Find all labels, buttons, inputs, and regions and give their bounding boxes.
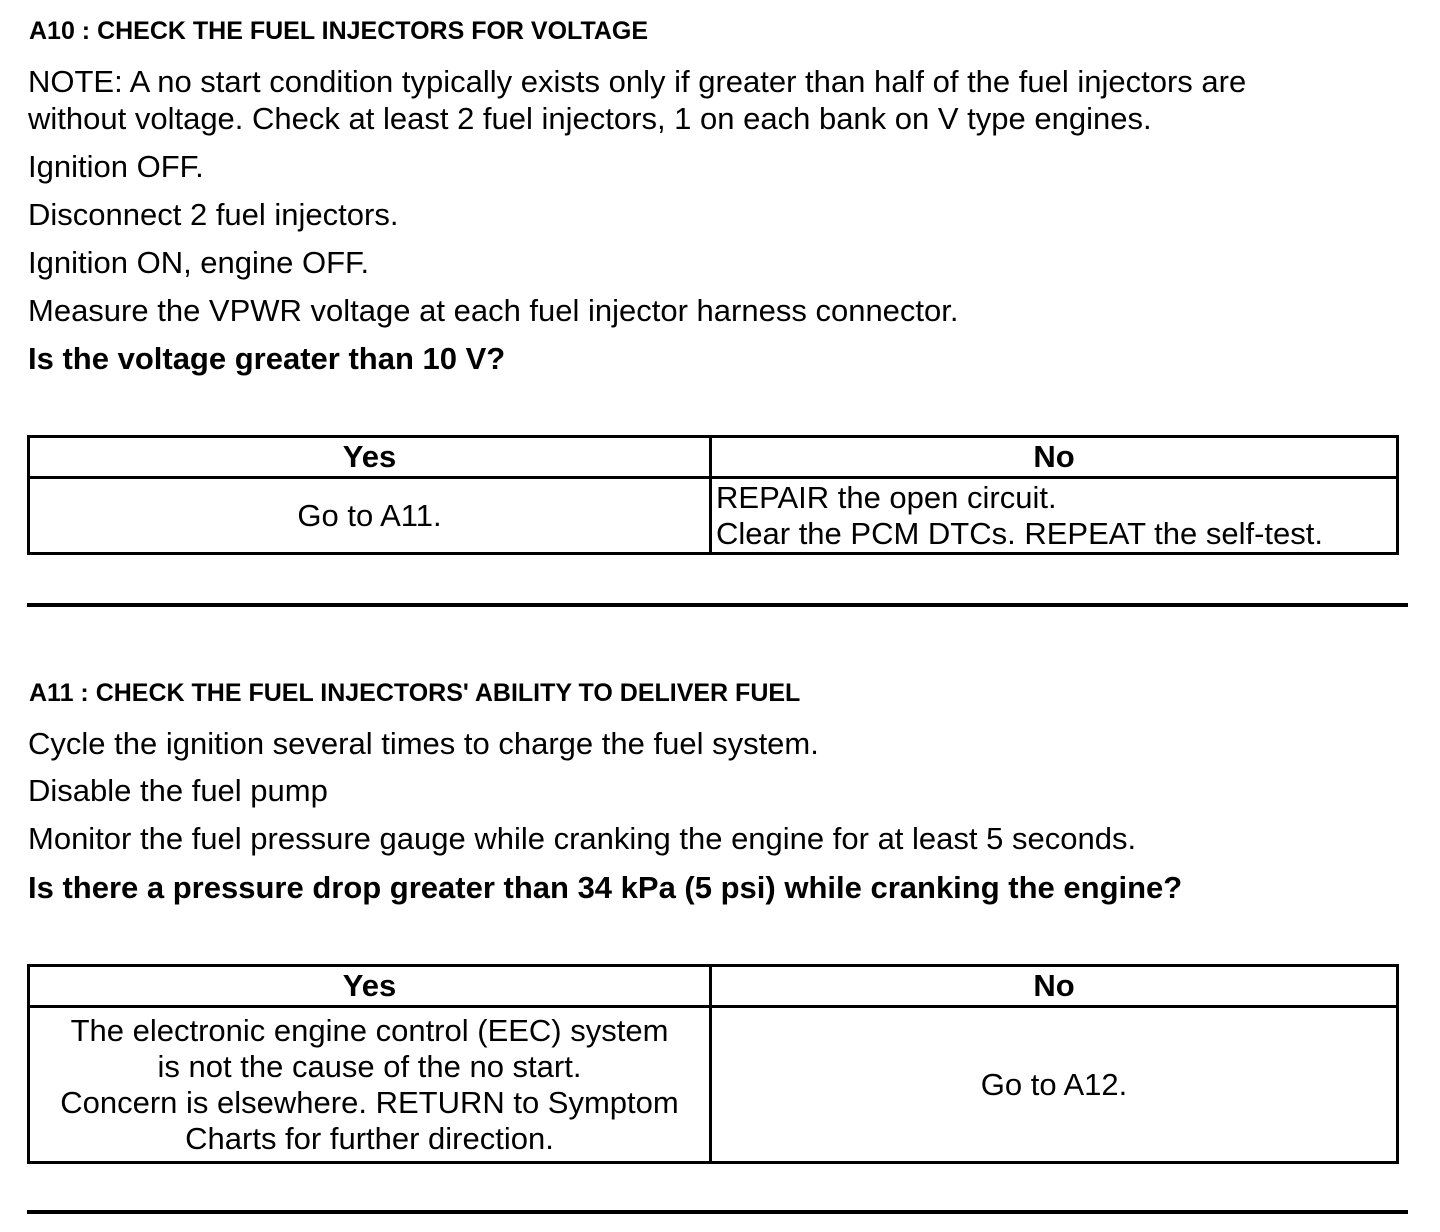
a10-no-action-line: REPAIR the open circuit. bbox=[716, 479, 1057, 515]
section-divider bbox=[27, 603, 1408, 607]
a10-table-row bbox=[29, 478, 1398, 554]
a11-question: Is there a pressure drop greater than 34 kPa (5 psi) while cranking the engine? bbox=[28, 870, 1183, 905]
a10-no-header: No bbox=[711, 437, 1398, 478]
a10-note-line-1: NOTE: A no start condition typically exists only if greater than half of the fuel injectors are bbox=[28, 64, 1247, 99]
a11-yes-action bbox=[29, 1007, 711, 1163]
a11-yes-header: Yes bbox=[29, 966, 711, 1007]
a10-table-header-row bbox=[29, 437, 1398, 478]
a10-question: Is the voltage greater than 10 V? bbox=[28, 341, 506, 376]
a10-step: Ignition ON, engine OFF. bbox=[28, 245, 370, 280]
a11-yes-action-line: Concern is elsewhere. RETURN to Symptom bbox=[60, 1084, 679, 1120]
a11-decision-table bbox=[27, 964, 1399, 1164]
a11-step: Disable the fuel pump bbox=[28, 773, 328, 808]
a10-decision-table bbox=[27, 435, 1399, 555]
a11-yes-action-line: Charts for further direction. bbox=[185, 1120, 554, 1156]
a11-step: Cycle the ignition several times to charge the fuel system. bbox=[28, 726, 819, 761]
a10-note-line-2: without voltage. Check at least 2 fuel injectors, 1 on each bank on V type engines. bbox=[28, 101, 1152, 136]
a11-heading: A11 : CHECK THE FUEL INJECTORS' ABILITY TO DELIVER FUEL bbox=[29, 679, 801, 707]
a10-step: Ignition OFF. bbox=[28, 149, 204, 184]
a11-step: Monitor the fuel pressure gauge while cranking the engine for at least 5 seconds. bbox=[28, 821, 1137, 856]
a10-step: Measure the VPWR voltage at each fuel injector harness connector. bbox=[28, 293, 959, 328]
a11-table-header-row bbox=[29, 966, 1398, 1007]
a10-step: Disconnect 2 fuel injectors. bbox=[28, 197, 399, 232]
a10-yes-header: Yes bbox=[29, 437, 711, 478]
a10-no-action-line: Clear the PCM DTCs. REPEAT the self-test. bbox=[716, 515, 1323, 551]
a11-no-header: No bbox=[711, 966, 1398, 1007]
a11-yes-action-line: The electronic engine control (EEC) system bbox=[70, 1012, 669, 1048]
a11-table-row bbox=[29, 1007, 1398, 1163]
a10-yes-action: Go to A11. bbox=[29, 478, 711, 554]
a11-no-action: Go to A12. bbox=[711, 1007, 1398, 1163]
a10-heading: A10 : CHECK THE FUEL INJECTORS FOR VOLTAGE bbox=[29, 17, 649, 45]
a10-no-action bbox=[711, 478, 1398, 554]
section-divider bbox=[27, 1210, 1408, 1214]
a11-yes-action-line: is not the cause of the no start. bbox=[157, 1048, 582, 1084]
